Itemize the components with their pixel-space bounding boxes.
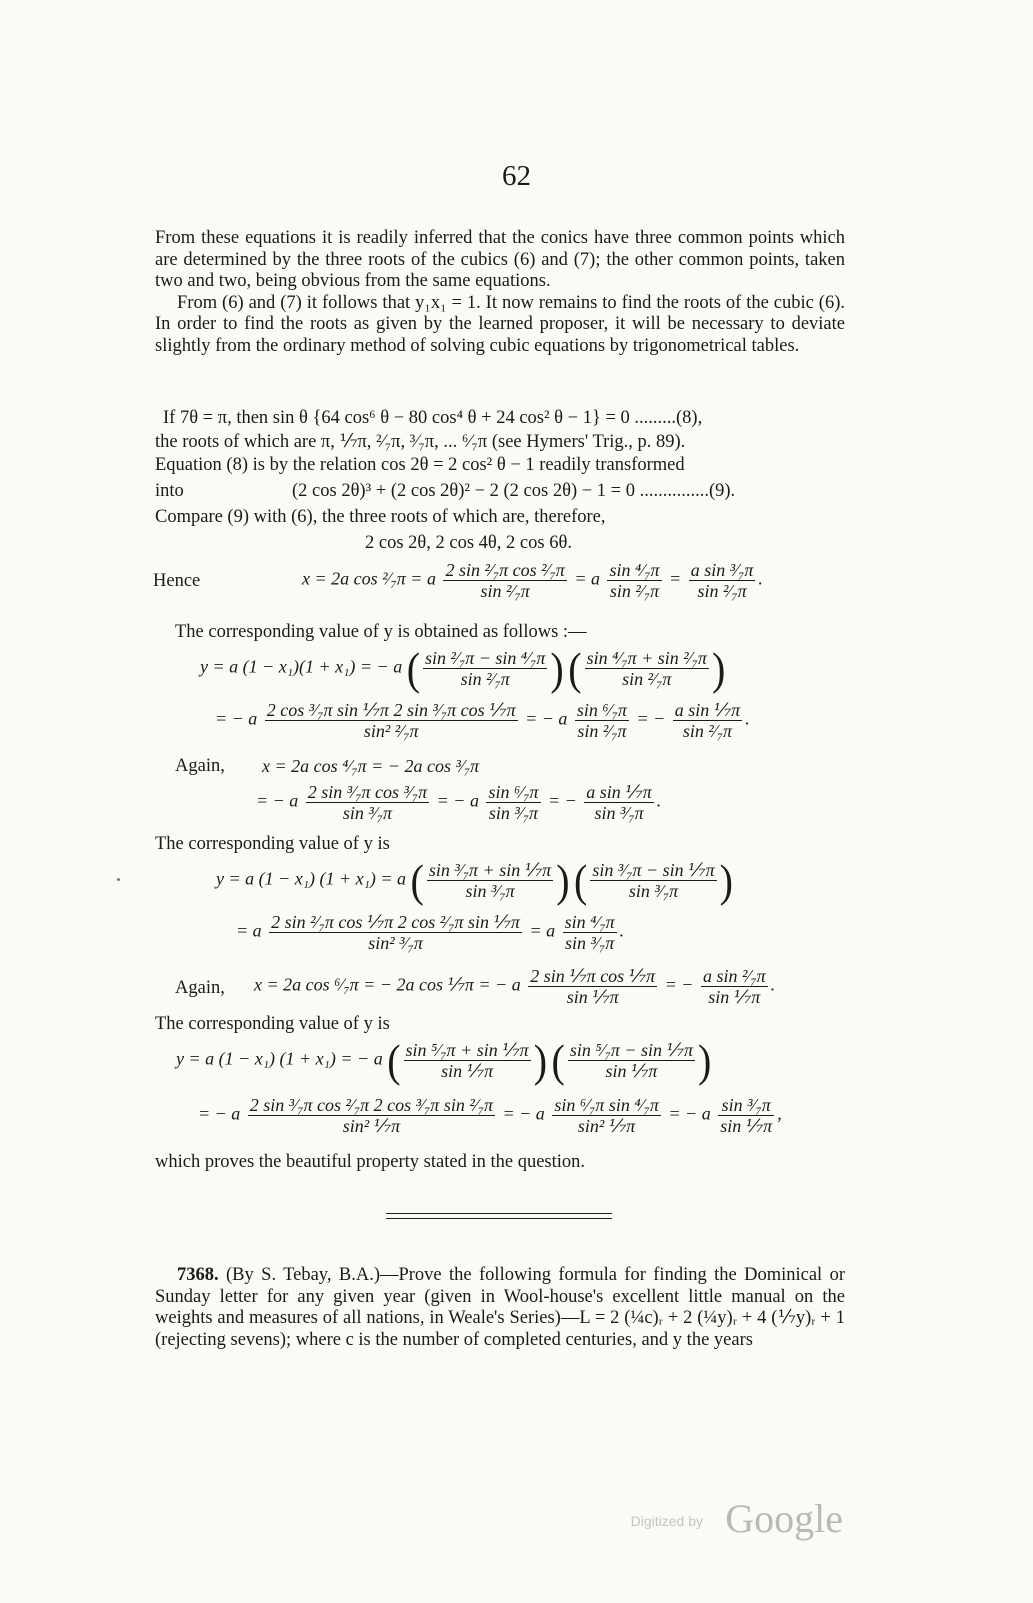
parenthesis: (	[568, 642, 582, 694]
fraction	[584, 782, 653, 823]
divider-bottom	[386, 1218, 612, 1219]
page-number: 62	[502, 160, 531, 192]
numerator: 2 sin ²⁄₇π cos ⅐π 2 cos ²⁄₇π sin ⅐π	[271, 912, 520, 932]
eq-term: = a	[574, 568, 600, 589]
watermark-prefix: Digitized by	[630, 1513, 703, 1529]
problem-text: (By S. Tebay, B.A.)—Prove the following formula for finding the Dominical or Sunday letter for any given year (given in Wool-house's excellent little manual on the weights and measures of all nations, in Weale's Series)—L = 2 (¼c)ᵣ + 2 (¼y)ᵣ + 4 (⅐y)ᵣ + 1 (rejecting sevens); where c is the number of completed centuries, and y the years	[155, 1265, 845, 1350]
numerator: sin ²⁄₇π − sin ⁴⁄₇π	[425, 648, 546, 668]
parenthesis: )	[719, 854, 733, 906]
denominator: sin ⅐π	[441, 1061, 494, 1081]
numerator: a sin ⅐π	[586, 782, 652, 802]
eq-term: = −	[636, 708, 666, 729]
denominator: sin ⅐π	[566, 987, 619, 1007]
denominator: sin ⅐π	[720, 1116, 773, 1136]
eq-term: .	[656, 790, 662, 811]
equation-y1a	[200, 642, 726, 694]
denominator: sin ²⁄₇π	[682, 721, 733, 741]
numerator: sin ⁴⁄₇π	[609, 560, 660, 580]
denominator: sin ²⁄₇π	[697, 581, 747, 601]
eq8-line: Equation (8) is by the relation cos 2θ = 2 cos² θ − 1 readily transformed	[155, 455, 685, 475]
hence-label: Hence	[153, 571, 201, 591]
denominator: sin ²⁄₇π	[622, 669, 672, 689]
numerator: 2 sin ⅐π cos ⅐π	[530, 966, 656, 986]
three-roots: 2 cos 2θ, 2 cos 4θ, 2 cos 6θ.	[365, 533, 572, 553]
paragraph-text: From these equations it is readily inferred that the conics have three common points which are determined by the three roots of the cubics (6) and (7); the other common points, taken two and two, being obvious from the same equations.	[155, 228, 845, 291]
numerator: sin ⁴⁄₇π	[564, 912, 615, 932]
numerator: a sin ³⁄₇π	[690, 560, 754, 580]
corresponding-1: The corresponding value of y is obtained as follows :—	[175, 622, 587, 642]
numerator: sin ⁴⁄₇π + sin ²⁄₇π	[586, 648, 707, 668]
equation-y2a	[216, 854, 733, 906]
numerator: sin ⁶⁄₇π	[488, 782, 539, 802]
into-label: into	[155, 481, 184, 501]
numerator: sin ⁶⁄₇π	[576, 700, 627, 720]
fraction	[269, 912, 522, 953]
numerator: 2 sin ³⁄₇π cos ³⁄₇π	[307, 782, 428, 802]
corresponding-2: The corresponding value of y is	[155, 834, 390, 854]
fraction	[528, 966, 657, 1007]
eq-term: .	[745, 708, 750, 729]
fraction	[443, 560, 566, 601]
parenthesis: )	[698, 1034, 712, 1086]
denominator: sin ²⁄₇π	[577, 721, 627, 741]
numerator: a sin ²⁄₇π	[702, 966, 766, 986]
denominator: sin ⅐π	[708, 987, 761, 1007]
compare-line: Compare (9) with (6), the three roots of which are, therefore,	[155, 507, 606, 527]
eq-term: = − a	[215, 708, 258, 729]
equation-9: (2 cos 2θ)³ + (2 cos 2θ)² − 2 (2 cos 2θ) − 1 = 0 ...............(9).	[292, 481, 736, 501]
denominator: sin ²⁄₇π	[460, 669, 510, 689]
parenthesis: (	[551, 1034, 565, 1086]
fraction	[689, 560, 756, 601]
fraction	[486, 782, 540, 823]
eq-term: = − a	[198, 1103, 241, 1124]
again-label-2: Again,	[175, 978, 225, 998]
parenthesis: )	[550, 642, 564, 694]
equation-x2a: x = 2a cos ⁴⁄₇π = − 2a cos ³⁄₇π	[262, 756, 480, 776]
denominator: sin ³⁄₇π	[342, 803, 393, 823]
denominator: sin ²⁄₇π	[480, 581, 530, 601]
equation-x2b	[256, 782, 661, 823]
parenthesis: (	[387, 1034, 401, 1086]
denominator: sin² ⅐π	[342, 1116, 401, 1136]
parenthesis: (	[574, 854, 588, 906]
parenthesis: (	[406, 642, 421, 694]
denominator: sin ³⁄₇π	[565, 933, 615, 953]
equation-hence	[302, 560, 763, 601]
denominator: sin² ²⁄₇π	[363, 721, 419, 741]
fraction	[265, 700, 518, 741]
fraction	[427, 860, 553, 901]
eq-term: = −	[664, 974, 694, 995]
numerator: sin ³⁄₇π + sin ⅐π	[428, 860, 552, 880]
eq-term: = − a	[525, 708, 568, 729]
equation-x3	[254, 966, 775, 1007]
numerator: sin ³⁄₇π − sin ⅐π	[592, 860, 715, 880]
eq-term: = a	[236, 920, 262, 941]
fraction	[563, 912, 617, 953]
eq-term: x = 2a cos ²⁄₇π = a	[302, 568, 436, 589]
eq-term: y = a (1 − x₁)(1 + x₁) = − a	[200, 656, 403, 677]
closing-line: which proves the beautiful property stated in the question.	[155, 1152, 586, 1172]
google-logo: Google	[725, 1496, 843, 1541]
eq-term: ,	[777, 1103, 782, 1124]
denominator: sin ³⁄₇π	[465, 881, 515, 901]
eq-term: y = a (1 − x₁) (1 + x₁) = − a	[176, 1048, 383, 1069]
speck	[117, 878, 120, 881]
eq-term: .	[619, 920, 625, 941]
problem-number: 7368.	[177, 1265, 219, 1285]
fraction	[248, 1095, 495, 1136]
denominator: sin² ⅐π	[577, 1116, 636, 1136]
eq-term: .	[770, 974, 776, 995]
paragraph-intro	[155, 228, 845, 357]
fraction	[423, 648, 547, 689]
fraction	[585, 648, 709, 689]
numerator: 2 sin ³⁄₇π cos ²⁄₇π 2 cos ³⁄₇π sin ²⁄₇π	[249, 1095, 494, 1115]
paragraph-text: From (6) and (7) it follows that y₁x₁ = 1. It now remains to find the roots of the cubic (6). In order to find the roots as given by the learned proposer, it will be necessary to deviate slightly from the ordinary method of solving cubic equations by trigonometrical tables.	[155, 292, 845, 356]
eq-term: y = a (1 − x₁) (1 + x₁) = a	[216, 868, 407, 889]
eq-term: =	[669, 568, 682, 589]
roots-line: the roots of which are π, ⅐π, ²⁄₇π, ³⁄₇π, ... ⁶⁄₇π (see Hymers' Trig., p. 89).	[155, 432, 686, 452]
numerator: sin ⁵⁄₇π + sin ⅐π	[405, 1040, 529, 1060]
denominator: sin ⅐π	[605, 1061, 658, 1081]
eq-term: x = 2a cos ⁶⁄₇π = − 2a cos ⅐π = − a	[254, 974, 521, 995]
fraction	[306, 782, 429, 823]
fraction	[575, 700, 629, 741]
eq-term: = − a	[502, 1103, 545, 1124]
parenthesis: )	[533, 1034, 548, 1086]
denominator: sin ³⁄₇π	[488, 803, 539, 823]
fraction	[404, 1040, 531, 1081]
fraction	[590, 860, 716, 901]
denominator: sin ³⁄₇π	[628, 881, 679, 901]
numerator: sin ⁶⁄₇π sin ⁴⁄₇π	[554, 1095, 659, 1115]
eq-term: = − a	[436, 790, 479, 811]
fraction	[607, 560, 661, 601]
eq-term: .	[758, 568, 763, 589]
if-line: If 7θ = π, then sin θ {64 cos⁶ θ − 80 cos⁴ θ + 24 cos² θ − 1} = 0 .........(8),	[163, 408, 703, 428]
equation-y1b	[215, 700, 750, 741]
problem-7368	[155, 1265, 845, 1351]
eq-term: = −	[548, 790, 577, 811]
parenthesis: )	[711, 642, 726, 694]
fraction	[552, 1095, 661, 1136]
numerator: a sin ⅐π	[674, 700, 741, 720]
eq-term: = − a	[256, 790, 299, 811]
eq-term: = − a	[668, 1103, 711, 1124]
corresponding-3: The corresponding value of y is	[155, 1014, 390, 1034]
again-label-1: Again,	[175, 756, 225, 776]
fraction	[673, 700, 742, 741]
denominator: sin ²⁄₇π	[609, 581, 660, 601]
numerator: sin ³⁄₇π	[718, 1095, 774, 1116]
fraction	[568, 1040, 695, 1081]
denominator: sin² ³⁄₇π	[368, 933, 423, 953]
parenthesis: (	[410, 854, 424, 906]
fraction	[701, 966, 768, 1007]
parenthesis: )	[556, 854, 570, 906]
equation-y2b	[236, 912, 624, 953]
fraction	[718, 1095, 774, 1136]
denominator: sin ³⁄₇π	[594, 803, 644, 823]
equation-y3b	[198, 1095, 782, 1136]
divider-top	[386, 1213, 612, 1214]
equation-y3a	[176, 1034, 712, 1086]
eq-term: = a	[529, 920, 556, 941]
numerator: 2 cos ³⁄₇π sin ⅐π 2 sin ³⁄₇π cos ⅐π	[266, 700, 516, 720]
numerator: 2 sin ²⁄₇π cos ²⁄₇π	[445, 560, 565, 580]
numerator: sin ⁵⁄₇π − sin ⅐π	[569, 1040, 694, 1060]
